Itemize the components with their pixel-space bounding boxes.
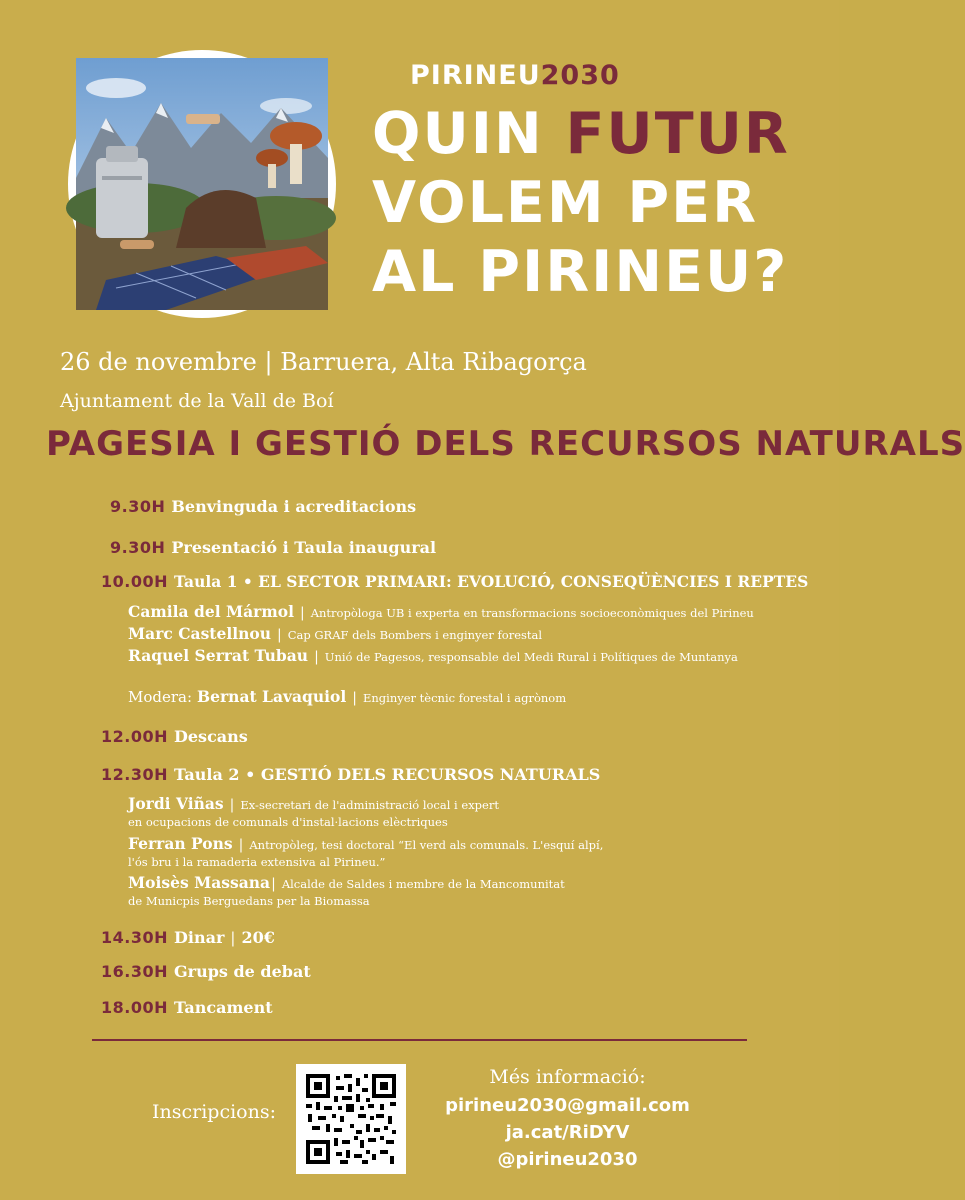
event-date: 26 de novembre <box>60 348 257 376</box>
qr-code-icon <box>306 1074 396 1164</box>
headline-line-3: AL PIRINEU? <box>372 239 789 305</box>
speaker-description: Antropòleg, tesi doctoral “El verd als comunals. L'esquí alpí, <box>249 838 604 852</box>
info-link[interactable]: ja.cat/RiDYV <box>505 1122 630 1143</box>
collage-image <box>76 58 328 310</box>
speaker-description-continued: l'ós bru i la ramaderia extensiva al Pirineu.” <box>128 855 386 869</box>
speaker-separator: | <box>238 837 244 853</box>
inscriptions-label: Inscripcions: <box>152 1101 277 1123</box>
speaker-description: Alcalde de Saldes i membre de la Mancomunitat <box>281 877 565 891</box>
schedule-label: Taula 2 • GESTIÓ DELS RECURSOS NATURALS <box>174 765 601 784</box>
schedule-time: 16.30H <box>101 962 168 981</box>
schedule-item <box>101 572 808 591</box>
speaker-separator: | <box>314 649 319 665</box>
speaker-separator: | <box>276 627 282 643</box>
schedule-label: Presentació i Taula inaugural <box>171 538 437 557</box>
speaker-separator: | <box>271 876 276 892</box>
schedule-time: 9.30H <box>110 538 166 557</box>
price-separator: | <box>230 929 236 947</box>
speaker <box>128 602 754 621</box>
speaker-name: Raquel Serrat Tubau <box>128 646 309 665</box>
schedule-time: 18.00H <box>101 998 168 1017</box>
headline <box>372 100 790 307</box>
speaker-name: Jordi Viñas <box>128 794 224 813</box>
brand-logo <box>410 60 620 91</box>
qr-code[interactable] <box>296 1064 406 1174</box>
schedule-item <box>110 497 416 516</box>
moderator-separator: | <box>352 690 357 706</box>
speaker-description-continued: en ocupacions de comunals d'instal·lacions elèctriques <box>128 815 448 829</box>
event-place: Barruera, Alta Ribagorça <box>280 348 587 376</box>
date-place-line <box>60 348 587 376</box>
moderator-name: Bernat Lavaquiol <box>197 687 347 706</box>
schedule-label: Benvinguda i acreditacions <box>171 497 417 516</box>
moderator-description: Enginyer tècnic forestal i agrònom <box>362 691 567 705</box>
schedule-price: 20€ <box>241 928 275 947</box>
hero-image-frame <box>68 50 336 318</box>
schedule-label: Taula 1 • EL SECTOR PRIMARI: EVOLUCIÓ, CONSEQÜÈNCIES I REPTES <box>174 572 809 591</box>
headline-line-2: VOLEM PER <box>372 170 758 236</box>
schedule-time: 14.30H <box>101 928 168 947</box>
schedule-label: Tancament <box>174 998 273 1017</box>
speaker <box>128 624 542 643</box>
speaker-description: Unió de Pagesos, responsable del Medi Rural i Polítiques de Muntanya <box>324 650 738 664</box>
speaker-description-continued: de Municpis Berguedans per la Biomassa <box>128 894 370 908</box>
schedule-item <box>110 538 436 557</box>
speaker <box>128 834 603 853</box>
schedule-item <box>101 962 311 981</box>
headline-highlight: FUTUR <box>565 101 790 167</box>
speaker-name: Camila del Mármol <box>128 602 294 621</box>
schedule-item <box>101 998 273 1017</box>
schedule-item <box>101 727 248 746</box>
moderator-prefix: Modera: <box>128 688 193 706</box>
schedule-label: Descans <box>174 727 248 746</box>
social-handle[interactable]: @pirineu2030 <box>497 1149 638 1170</box>
speaker <box>128 873 565 892</box>
speaker-name: Moisès Massana <box>128 873 271 892</box>
date-separator: | <box>264 348 281 376</box>
schedule-label: Grups de debat <box>174 962 311 981</box>
collage-illustration <box>76 58 328 310</box>
event-venue: Ajuntament de la Vall de Boí <box>60 390 334 412</box>
speaker-separator: | <box>299 605 305 621</box>
headline-line-1-a: QUIN <box>372 101 566 167</box>
schedule-label: Dinar <box>174 928 225 947</box>
schedule-time: 12.00H <box>101 727 168 746</box>
schedule-item <box>101 928 275 947</box>
brand-prefix: PIRINEU <box>410 60 541 91</box>
speaker-name: Marc Castellnou <box>128 624 271 643</box>
speaker-description: Cap GRAF dels Bombers i enginyer forestal <box>287 628 543 642</box>
section-title: PAGESIA I GESTIÓ DELS RECURSOS NATURALS <box>46 424 965 464</box>
schedule-item <box>101 765 600 784</box>
speaker <box>128 794 499 813</box>
contact-email[interactable]: pirineu2030@gmail.com <box>445 1095 690 1116</box>
headline-line-1 <box>372 100 790 169</box>
speaker <box>128 646 738 665</box>
speaker-separator: | <box>229 797 235 813</box>
schedule-time: 10.00H <box>101 572 168 591</box>
moderator <box>128 687 566 706</box>
speaker-description: Ex-secretari de l'administració local i expert <box>240 798 499 812</box>
schedule-time: 12.30H <box>101 765 168 784</box>
footer-divider <box>92 1039 747 1041</box>
info-heading: Més informació: <box>489 1066 646 1088</box>
speaker-name: Ferran Pons <box>128 834 233 853</box>
speaker-description: Antropòloga UB i experta en transformacions socioeconòmiques del Pirineu <box>310 606 754 620</box>
brand-number: 2030 <box>540 60 620 91</box>
schedule-time: 9.30H <box>110 497 166 516</box>
